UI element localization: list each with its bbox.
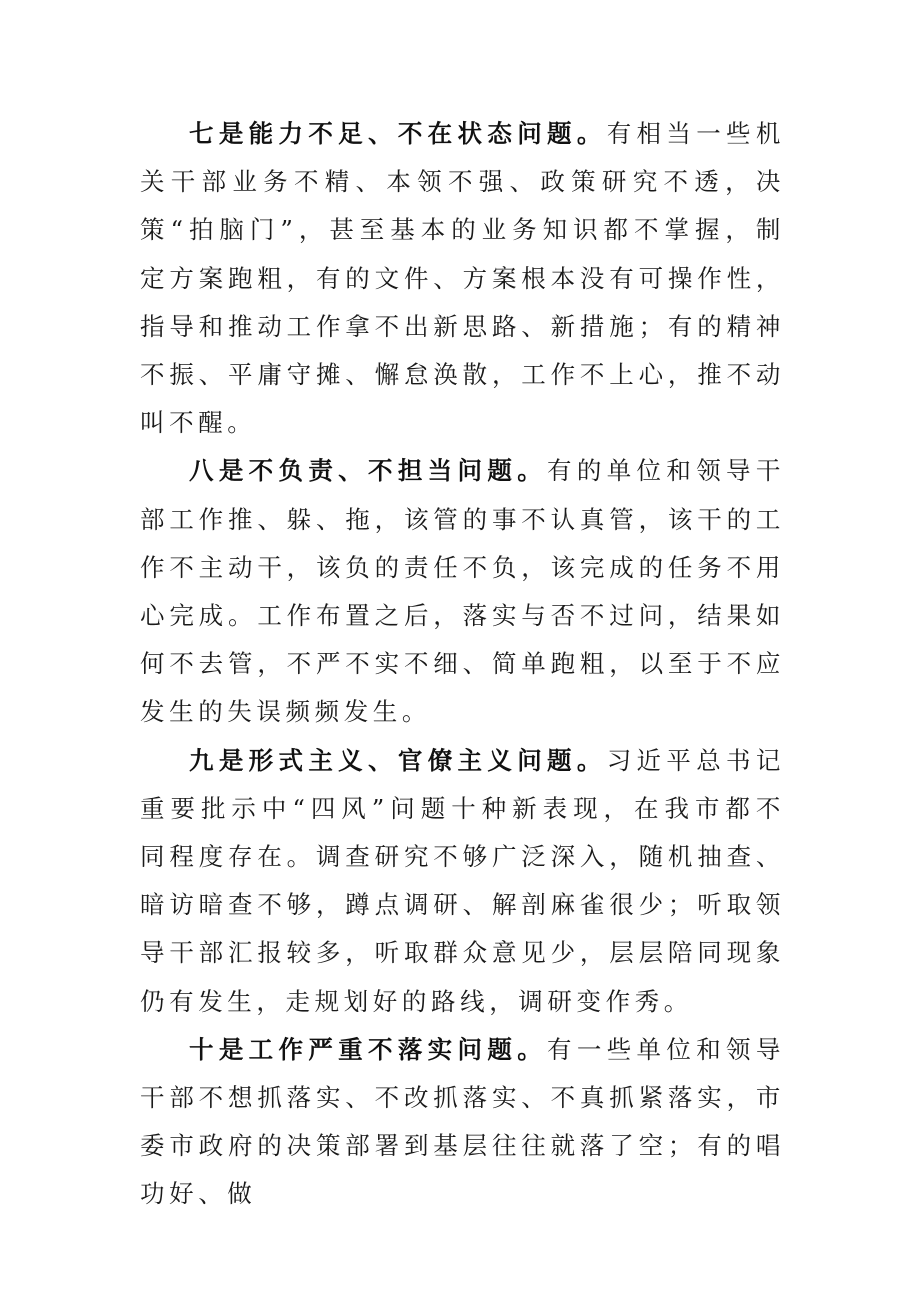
paragraph-nine — [140, 737, 785, 1026]
paragraph-seven-text: 有相当一些机关干部业务不精、本领不强、政策研究不透，决策“拍脑门”，甚至基本的业务知识都不掌握，制定方案跑粗，有的文件、方案根本没有可操作性，指导和推动工作拿不出新思路、新措施；有的精神不振、平庸守摊、懈怠涣散，工作不上心，推不动叫不醒。 — [140, 119, 785, 438]
paragraph-ten-text: 有一些单位和领导干部不想抓落实、不改抓落实、不真抓紧落实，市委市政府的决策部署到基层往往就落了空；有的唱功好、做 — [140, 1034, 785, 1209]
paragraph-seven — [140, 110, 785, 447]
paragraph-eight — [140, 447, 785, 736]
paragraph-eight-text: 有的单位和领导干部工作推、躲、拖，该管的事不认真管，该干的工作不主动干，该负的责任不负，该完成的任务不用心完成。工作布置之后，落实与否不过问，结果如何不去管，不严不实不细、简单跑粗，以至于不应发生的失误频频发生。 — [140, 456, 785, 727]
paragraph-ten — [140, 1026, 785, 1219]
paragraph-nine-text: 习近平总书记重要批示中“四风”问题十种新表现，在我市都不同程度存在。调查研究不够广泛深入，随机抽查、暗访暗查不够，蹲点调研、解剖麻雀很少；听取领导干部汇报较多，听取群众意见少，层层陪同现象仍有发生，走规划好的路线，调研变作秀。 — [140, 745, 785, 1016]
paragraph-nine-heading: 九是形式主义、官僚主义问题。 — [189, 745, 607, 775]
paragraph-ten-heading: 十是工作严重不落实问题。 — [189, 1034, 548, 1064]
paragraph-eight-heading: 八是不负责、不担当问题。 — [189, 456, 548, 486]
document-body — [140, 110, 785, 1219]
paragraph-seven-heading: 七是能力不足、不在状态问题。 — [189, 119, 607, 148]
